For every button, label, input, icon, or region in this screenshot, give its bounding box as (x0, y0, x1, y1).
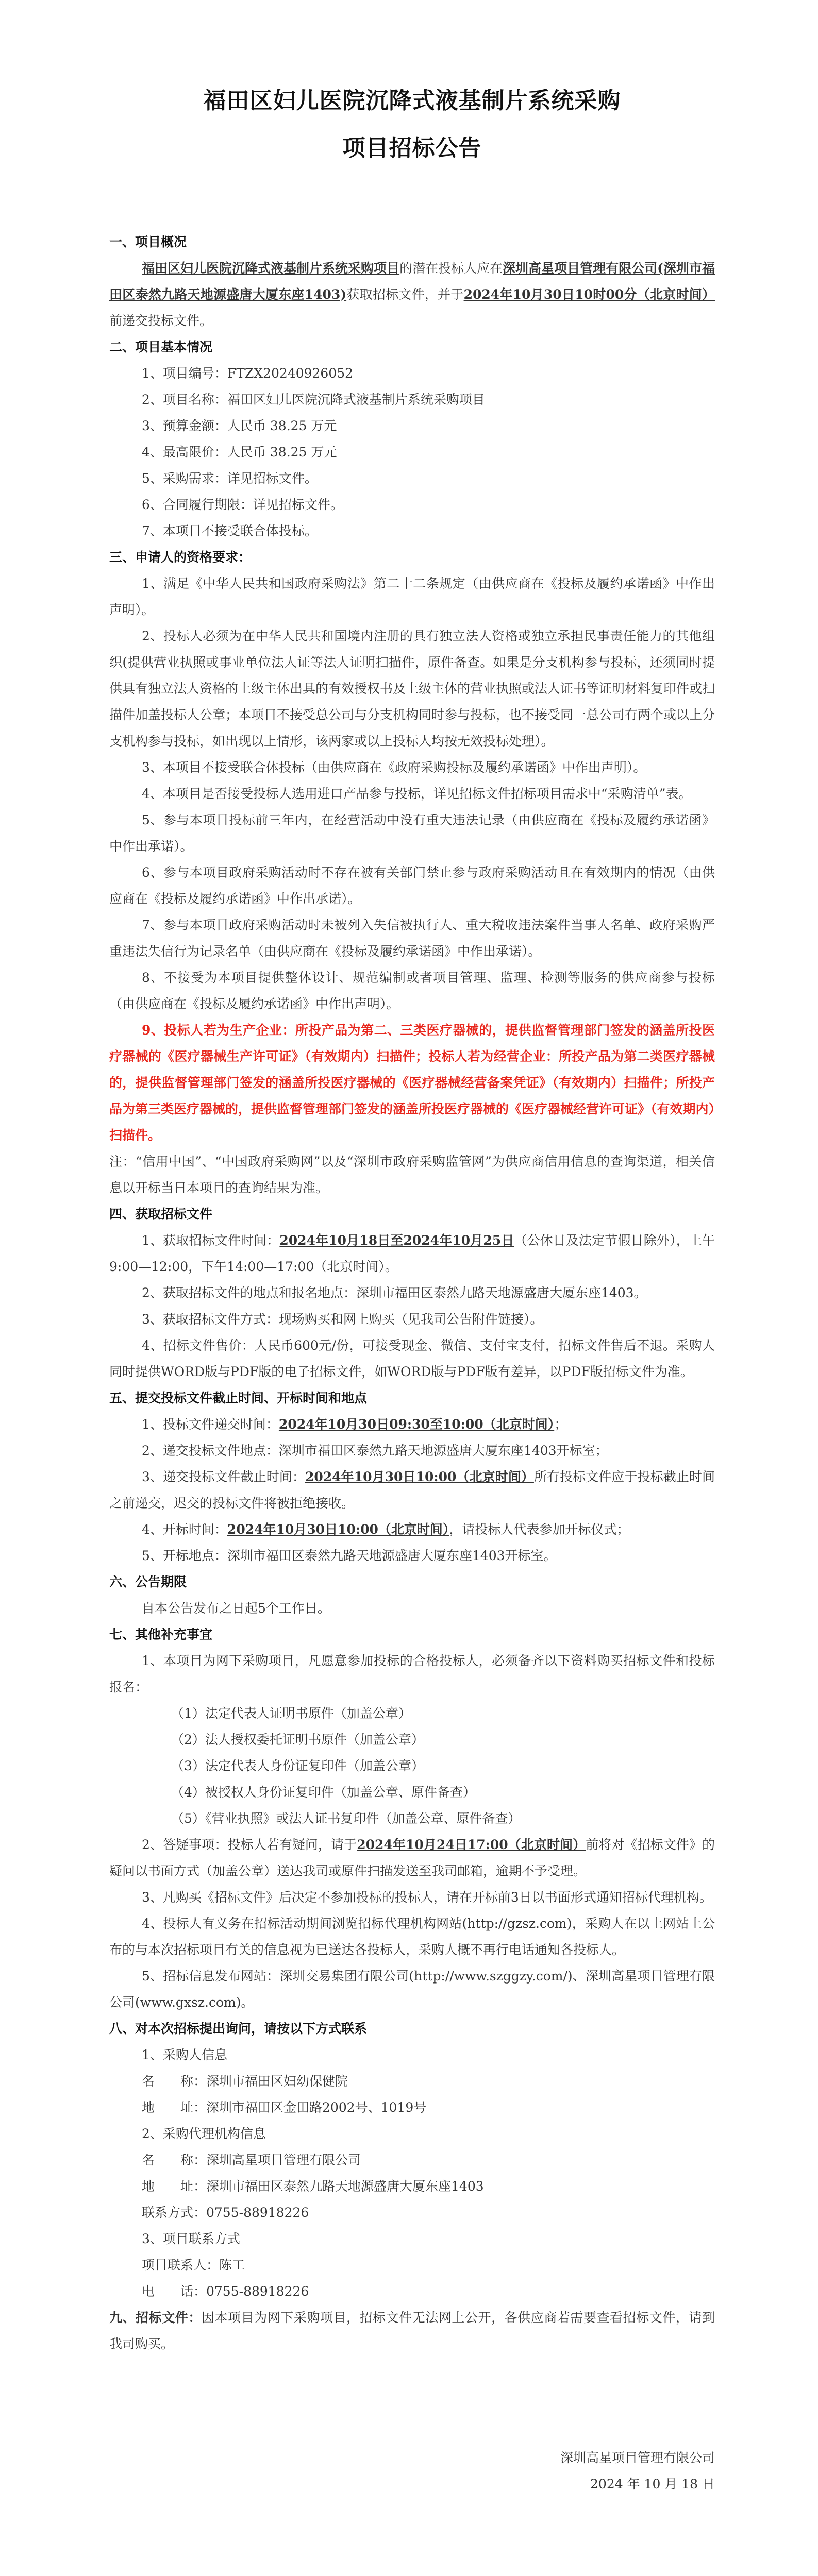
qualification-item: 8、不接受为本项目提供整体设计、规范编制或者项目管理、监理、检测等服务的供应商参与投标（由供应商在《投标及履约承诺函》中作出声明）。 (109, 970, 715, 1011)
required-document: （2）法人授权委托证明书原件（加盖公章） (171, 1732, 424, 1747)
punctuation: ； (554, 1417, 567, 1432)
other-item: 5、招标信息发布网站：深圳交易集团有限公司(http://www.szggzy.com/)、深圳高星项目管理有限公司(www.gxsz.com)。 (109, 1969, 715, 2010)
section-heading-other: 七、其他补充事宜 (109, 1627, 213, 1642)
obtain-location: 2、获取招标文件的地点和报名地点：深圳市福田区泰然九路天地源盛唐大厦东座1403。 (142, 1285, 647, 1300)
overview-text: 前递交投标文件。 (109, 313, 213, 328)
contact-line: 电 话：0755-88918226 (142, 2284, 309, 2299)
qualification-item: 2、投标人必须为在中华人民共和国境内注册的具有独立法人资格或独立承担民事责任能力的其他组织(提供营业执照或事业单位法人证等法人证明扫描件，原件备查。如果是分支机构参与投标，还须同时提供具有独立法人资格的上级主体出具的有效授权书及上级主体的营业执照或法人证书等证明材料复印件或扫描件加盖投标人公章；本项目不接受总公司与分支机构同时参与投标，也不接受同一总公司有两个或以上分支机构参与投标，如出现以上情形，该两家或以上投标人均按无效投标处理）。 (109, 629, 715, 749)
obtain-date-range: 2024年10月18日至2024年10月25日 (279, 1233, 514, 1248)
agency-emphasis: 深圳高星项目管理有限公司(深圳市福田区泰然九路天地源盛唐大厦东座1403) (109, 261, 715, 302)
submission-time (109, 1411, 715, 1437)
document-title-line1: 福田区妇儿医院沉降式液基制片系统采购 (203, 88, 621, 114)
medical-device-requirement: 9、投标人若为生产企业：所投产品为第二、三类医疗器械的，提供监督管理部门签发的涵盖所投医疗器械的《医疗器械生产许可证》（有效期内）扫描件；投标人若为经营企业：所投产品为第二类医疗器械的，提供监督管理部门签发的涵盖所投医疗器械的《医疗器械经营备案凭证》（有效期内）扫描件；所投产品为第三类医疗器械的，提供监督管理部门签发的涵盖所投医疗器械的《医疗器械经营许可证》（有效期内）扫描件。 (109, 1023, 715, 1143)
submission-deadline (109, 1464, 715, 1516)
tender-document-text: 因本项目为网下采购项目，招标文件无法网上公开，各供应商若需要查看招标文件，请到我司购买。 (109, 2310, 715, 2351)
other-item: 4、投标人有义务在招标活动期间浏览招标代理机构网站(http://gzsz.com)，采购人在以上网站上公布的与本次招标项目有关的信息视为已送达各投标人，采购人概不再行电话通知各投标人。 (109, 1916, 715, 1957)
submission-time-label: 1、投标文件递交时间： (142, 1417, 279, 1432)
contact-line: 名 称：深圳市福田区妇幼保健院 (142, 2074, 348, 2089)
inquiry-deadline: 2024年10月24日17:00（北京时间） (357, 1837, 586, 1852)
basic-info-item: 6、合同履行期限：详见招标文件。 (142, 497, 343, 512)
overview-text: 获取招标文件，并于 (346, 287, 464, 302)
qualification-item: 1、满足《中华人民共和国政府采购法》第二十二条规定（由供应商在《投标及履约承诺函》中作出声明）。 (109, 576, 715, 617)
basic-info-item: 1、项目编号：FTZX20240926052 (142, 366, 354, 381)
section-heading-obtain-docs: 四、获取招标文件 (109, 1207, 213, 1222)
inquiry-item (109, 1832, 715, 1884)
basic-info-item: 4、最高限价：人民币 38.25 万元 (142, 445, 337, 460)
basic-info-item: 5、采购需求：详见招标文件。 (142, 471, 318, 486)
basic-info-item: 7、本项目不接受联合体投标。 (142, 523, 318, 538)
obtain-time-detail: （公休日及法定节假日除外），上午9:00—12:00，下午14:00—17:00（北京时间）。 (109, 1233, 715, 1274)
section-heading-submission: 五、提交投标文件截止时间、开标时间和地点 (109, 1391, 368, 1405)
overview-paragraph (109, 255, 715, 334)
opening-time-label: 4、开标时间： (142, 1522, 227, 1537)
document-price: 4、招标文件售价：人民币600元/份，可接受现金、微信、支付宝支付，招标文件售后不退。采购人同时提供WORD版与PDF版的电子招标文件，如WORD版与PDF版有差异，以PDF版招标文件为准。 (109, 1338, 715, 1379)
section-heading-contact: 八、对本次招标提出询问，请按以下方式联系 (109, 2021, 368, 2036)
required-document: （3）法定代表人身份证复印件（加盖公章） (171, 1758, 424, 1773)
section-heading-overview: 一、项目概况 (109, 234, 187, 249)
contact-line: 地 址：深圳市福田区泰然九路天地源盛唐大厦东座1403 (142, 2179, 484, 2194)
signature-company: 深圳高星项目管理有限公司 (560, 2450, 715, 2465)
required-document: （5）《营业执照》或法人证书复印件（加盖公章、原件备查） (171, 1811, 521, 1826)
signature-date: 2024 年 10 月 18 日 (590, 2477, 715, 2492)
basic-info-item: 3、预算金额：人民币 38.25 万元 (142, 418, 337, 433)
contact-line: 地 址：深圳市福田区金田路2002号、1019号 (142, 2100, 427, 2115)
qualification-item: 7、参与本项目政府采购活动时未被列入失信被执行人、重大税收违法案件当事人名单、政府采购严重违法失信行为记录名单（由供应商在《投标及履约承诺函》中作出承诺）。 (109, 918, 715, 959)
qualification-item: 6、参与本项目政府采购活动时不存在被有关部门禁止参与政府采购活动且在有效期内的情况（由供应商在《投标及履约承诺函》中作出承诺）。 (109, 865, 715, 906)
contact-heading: 1、采购人信息 (142, 2047, 227, 2062)
opening-time (109, 1516, 715, 1543)
tender-document-note (109, 2304, 715, 2357)
required-document: （1）法定代表人证明书原件（加盖公章） (171, 1706, 411, 1721)
contact-heading: 3、项目联系方式 (142, 2231, 240, 2246)
section-heading-basic-info: 二、项目基本情况 (109, 340, 213, 354)
contact-line: 联系方式：0755-88918226 (142, 2205, 309, 2220)
qualification-item: 5、参与本项目投标前三年内，在经营活动中没有重大违法记录（由供应商在《投标及履约承诺函》中作出承诺）。 (109, 812, 715, 854)
notice-period-text: 自本公告发布之日起5个工作日。 (142, 1601, 330, 1616)
obtain-time (109, 1227, 715, 1280)
section-heading-notice-period: 六、公告期限 (109, 1574, 187, 1589)
deadline-emphasis: 2024年10月30日10时00分（北京时间） (463, 287, 715, 302)
deadline-detail: 所有投标文件应于投标截止时间之前递交，迟交的投标文件将被拒绝接收。 (109, 1469, 715, 1511)
document-title-line2: 项目招标公告 (342, 135, 482, 161)
contact-line: 项目联系人：陈工 (142, 2258, 245, 2273)
basic-info-item: 2、项目名称：福田区妇儿医院沉降式液基制片系统采购项目 (142, 392, 485, 407)
obtain-time-label: 1、获取招标文件时间： (142, 1233, 280, 1248)
submission-time-value: 2024年10月30日09:30至10:00（北京时间） (278, 1417, 555, 1432)
other-item: 1、本项目为网下采购项目，凡愿意参加投标的合格投标人，必须备齐以下资料购买招标文件和投标报名： (109, 1653, 715, 1694)
announcement-document (109, 0, 715, 2497)
section-heading-tender-docs: 九、招标文件： (109, 2310, 202, 2325)
overview-text: 的潜在投标人应在 (399, 261, 503, 276)
opening-time-detail: ，请投标人代表参加开标仪式； (449, 1522, 630, 1537)
project-name-emphasis: 福田区妇儿医院沉降式液基制片系统采购项目 (142, 261, 400, 276)
deadline-value: 2024年10月30日10:00（北京时间） (305, 1469, 534, 1484)
deadline-label: 3、递交投标文件截止时间： (142, 1469, 305, 1484)
other-item: 3、凡购买《招标文件》后决定不参加投标的投标人，请在开标前3日以书面形式通知招标代理机构。 (142, 1890, 712, 1905)
contact-line: 名 称：深圳高星项目管理有限公司 (142, 2153, 361, 2167)
inquiry-text: 前将对《招标文件》的疑问以书面方式（加盖公章）送达我司或原件扫描发送至我司邮箱，逾期不予受理。 (109, 1837, 715, 1878)
qualification-item: 3、本项目不接受联合体投标（由供应商在《政府采购投标及履约承诺函》中作出声明）。 (142, 760, 646, 775)
required-document: （4）被授权人身份证复印件（加盖公章、原件备查） (171, 1785, 476, 1800)
opening-location: 5、开标地点：深圳市福田区泰然九路天地源盛唐大厦东座1403开标室。 (142, 1548, 557, 1563)
credit-note: 注：“信用中国”、“中国政府采购网”以及“深圳市政府采购监管网”为供应商信用信息的查询渠道，相关信息以开标当日本项目的查询结果为准。 (109, 1154, 715, 1195)
submission-location: 2、递交投标文件地点：深圳市福田区泰然九路天地源盛唐大厦东座1403开标室； (142, 1443, 608, 1458)
contact-heading: 2、采购代理机构信息 (142, 2126, 266, 2141)
inquiry-text: 2、答疑事项：投标人若有疑问，请于 (142, 1837, 357, 1852)
obtain-method: 3、获取招标文件方式：现场购买和网上购买（见我司公告附件链接）。 (142, 1312, 543, 1327)
qualification-item: 4、本项目是否接受投标人选用进口产品参与投标，详见招标文件招标项目需求中“采购清单”表。 (142, 786, 692, 801)
section-heading-qualifications: 三、申请人的资格要求： (109, 550, 252, 565)
opening-time-value: 2024年10月30日10:00（北京时间） (227, 1522, 449, 1537)
